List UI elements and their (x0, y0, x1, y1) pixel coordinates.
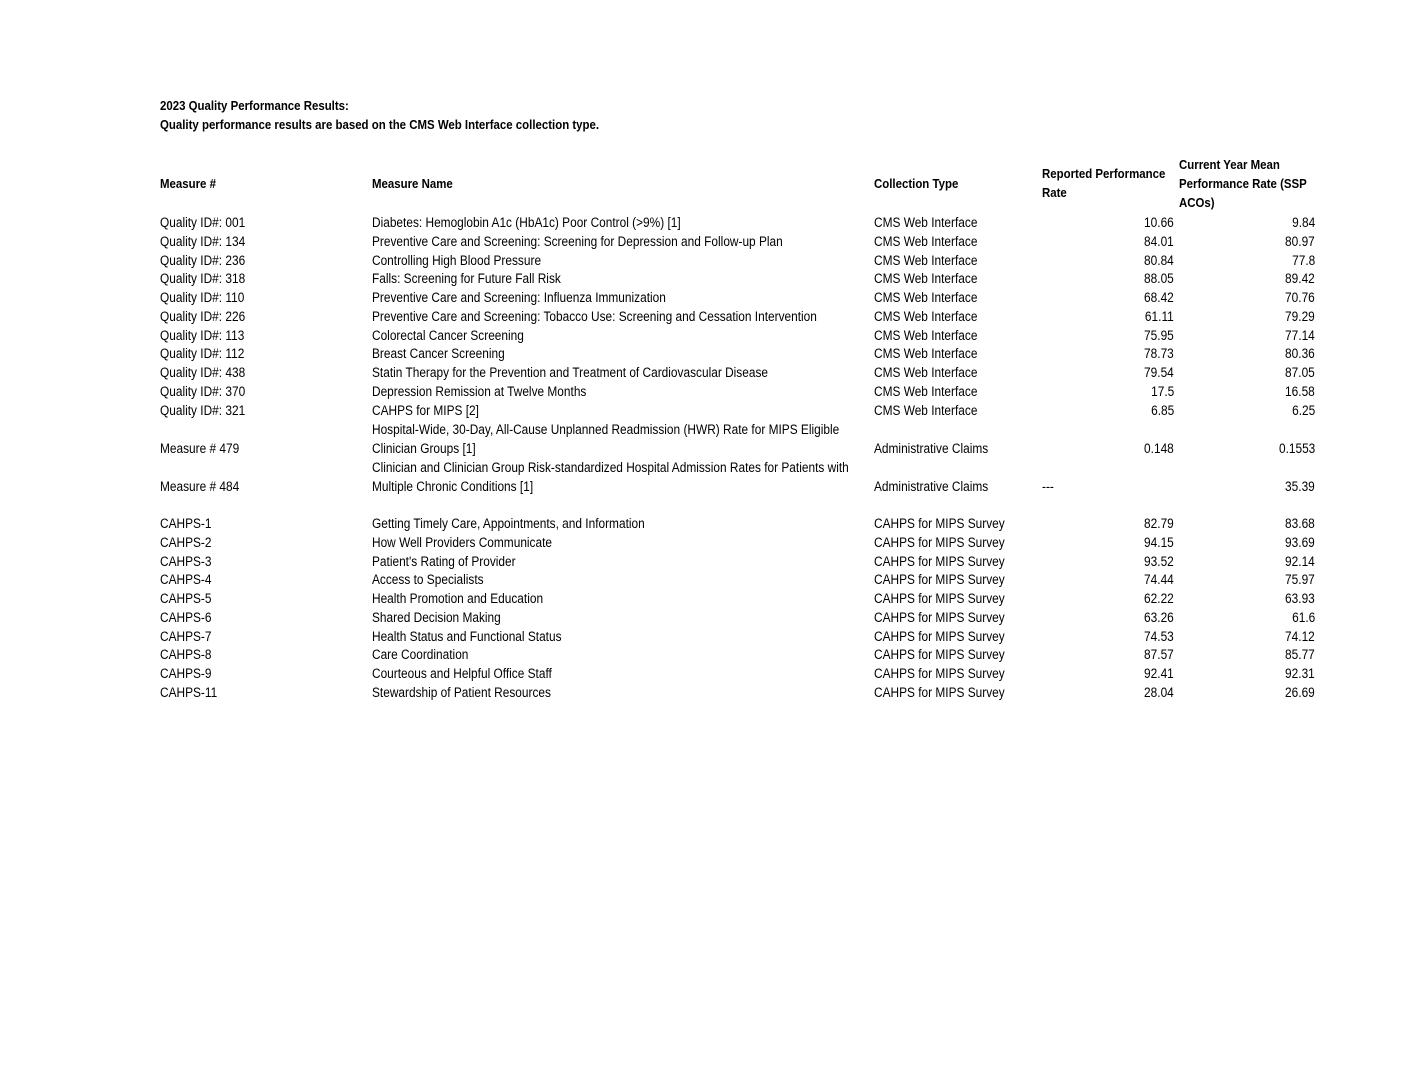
mean-rate: 74.12 (1285, 628, 1315, 644)
collection-type: CAHPS for MIPS Survey (874, 553, 1005, 569)
reported-rate: 93.52 (1144, 553, 1174, 569)
measure-name: Depression Remission at Twelve Months (372, 383, 587, 399)
mean-rate: 26.69 (1285, 685, 1315, 701)
mean-rate: 16.58 (1285, 383, 1315, 399)
mean-rate: 85.77 (1285, 647, 1315, 663)
measure-id: Quality ID#: 321 (160, 402, 246, 418)
collection-type: Administrative Claims (874, 479, 989, 494)
measure-name-line1: Clinician and Clinician Group Risk-standardized Hospital Admission Rates for Patients with (372, 460, 849, 475)
mean-rate: 75.97 (1285, 572, 1315, 588)
mean-rate: 93.69 (1285, 534, 1315, 550)
reported-rate: 10.66 (1144, 215, 1174, 230)
mean-rate: 87.05 (1285, 365, 1315, 380)
reported-rate: 78.73 (1144, 346, 1174, 362)
collection-type: CMS Web Interface (874, 271, 978, 287)
measure-name-line2: Clinician Groups [1] (372, 441, 476, 456)
collection-type: CMS Web Interface (874, 402, 978, 418)
reported-rate: 0.148 (1144, 441, 1174, 456)
measure-name: Patient's Rating of Provider (372, 553, 516, 569)
mean-rate: 70.76 (1285, 290, 1315, 305)
measure-id: CAHPS-3 (160, 553, 212, 569)
measure-id: Quality ID#: 110 (160, 290, 245, 305)
measure-name: Statin Therapy for the Prevention and Treatment of Cardiovascular Disease (372, 365, 768, 380)
collection-type: CMS Web Interface (874, 308, 978, 324)
measure-name: CAHPS for MIPS [2] (372, 402, 479, 418)
collection-type: CMS Web Interface (874, 327, 978, 343)
measure-name: Controlling High Blood Pressure (372, 252, 542, 268)
mean-rate: 77.14 (1285, 327, 1315, 343)
mean-rate: 92.31 (1285, 666, 1315, 682)
measure-name: Getting Timely Care, Appointments, and Information (372, 516, 645, 531)
mean-rate: 80.97 (1285, 233, 1315, 249)
measure-id: Quality ID#: 134 (160, 233, 246, 249)
reported-rate: 75.95 (1144, 327, 1174, 343)
measure-name: Stewardship of Patient Resources (372, 685, 551, 701)
reported-rate: 92.41 (1144, 666, 1174, 682)
measure-name: Breast Cancer Screening (372, 346, 505, 362)
collection-type: Administrative Claims (874, 441, 989, 456)
measure-id: CAHPS-9 (160, 666, 212, 682)
measure-id: Quality ID#: 112 (160, 346, 245, 362)
collection-type: CMS Web Interface (874, 383, 978, 399)
collection-type: CAHPS for MIPS Survey (874, 685, 1005, 701)
mean-rate: 61.6 (1291, 609, 1315, 625)
collection-type: CAHPS for MIPS Survey (874, 591, 1005, 607)
measure-id: Quality ID#: 236 (160, 252, 246, 268)
measure-id: Quality ID#: 318 (160, 271, 246, 287)
reported-rate: 61.11 (1145, 308, 1174, 324)
measure-name: Health Promotion and Education (372, 591, 544, 607)
measure-name: Care Coordination (372, 647, 469, 663)
measure-name-line2: Multiple Chronic Conditions [1] (372, 479, 534, 494)
measure-id: Measure # 479 (160, 441, 240, 456)
reported-rate: 94.15 (1144, 534, 1174, 550)
reported-rate: 87.57 (1144, 647, 1174, 663)
mean-rate: 77.8 (1291, 252, 1315, 268)
reported-rate: 17.5 (1150, 383, 1174, 399)
collection-type: CMS Web Interface (874, 233, 978, 249)
collection-type: CMS Web Interface (874, 252, 978, 268)
collection-type: CMS Web Interface (874, 290, 978, 305)
mean-rate: 35.39 (1285, 479, 1315, 494)
measure-name-line1: Hospital-Wide, 30-Day, All-Cause Unplanned Readmission (HWR) Rate for MIPS Eligible (372, 422, 840, 437)
measure-name: Preventive Care and Screening: Influenza Immunization (372, 290, 666, 305)
measure-id: Quality ID#: 370 (160, 383, 246, 399)
measure-id: Measure # 484 (160, 479, 240, 494)
mean-rate: 63.93 (1285, 591, 1315, 607)
reported-rate: 82.79 (1144, 516, 1174, 531)
reported-rate: 84.01 (1144, 233, 1174, 249)
header-measure-id: Measure # (160, 176, 216, 191)
measure-name: Preventive Care and Screening: Screening for Depression and Follow-up Plan (372, 233, 783, 249)
collection-type: CAHPS for MIPS Survey (874, 628, 1005, 644)
collection-type: CAHPS for MIPS Survey (874, 666, 1005, 682)
measure-id: Quality ID#: 438 (160, 365, 246, 380)
header-measure-name: Measure Name (372, 176, 453, 191)
mean-rate: 0.1553 (1278, 441, 1315, 456)
measure-id: Quality ID#: 001 (160, 215, 246, 230)
measure-id: CAHPS-5 (160, 591, 212, 607)
measure-name: Colorectal Cancer Screening (372, 327, 524, 343)
reported-rate: 74.44 (1144, 572, 1174, 588)
measure-id: CAHPS-8 (160, 647, 212, 663)
measure-name: Diabetes: Hemoglobin A1c (HbA1c) Poor Control (>9%) [1] (372, 215, 681, 230)
report-title: 2023 Quality Performance Results: (160, 98, 349, 113)
collection-type: CAHPS for MIPS Survey (874, 647, 1005, 663)
reported-rate: 28.04 (1144, 685, 1174, 701)
header-mean-rate: Current Year Mean Performance Rate (SSP ACOs) (1179, 157, 1307, 210)
reported-rate: 6.85 (1150, 402, 1174, 418)
reported-rate: 63.26 (1144, 609, 1174, 625)
measure-name: Access to Specialists (372, 572, 484, 588)
reported-rate: 74.53 (1144, 628, 1174, 644)
measure-id: CAHPS-11 (160, 685, 218, 701)
reported-rate: 68.42 (1144, 290, 1174, 305)
header-collection-type: Collection Type (874, 176, 959, 191)
measure-id: CAHPS-7 (160, 628, 212, 644)
collection-type: CAHPS for MIPS Survey (874, 572, 1005, 588)
report-subtitle: Quality performance results are based on the CMS Web Interface collection type. (160, 117, 600, 132)
measure-name: Falls: Screening for Future Fall Risk (372, 271, 561, 287)
measure-id: CAHPS-2 (160, 534, 212, 550)
mean-rate: 9.84 (1291, 215, 1315, 230)
collection-type: CAHPS for MIPS Survey (874, 516, 1005, 531)
measure-name: Health Status and Functional Status (372, 628, 562, 644)
collection-type: CAHPS for MIPS Survey (874, 609, 1005, 625)
measure-name: Courteous and Helpful Office Staff (372, 666, 552, 682)
reported-rate: 88.05 (1144, 271, 1174, 287)
mean-rate: 79.29 (1285, 308, 1315, 324)
header-reported-rate: Reported Performance Rate (1042, 166, 1166, 200)
reported-rate: --- (1042, 479, 1054, 494)
mean-rate: 80.36 (1285, 346, 1315, 362)
measure-name: Preventive Care and Screening: Tobacco Use: Screening and Cessation Intervention (372, 308, 817, 324)
measure-name: Shared Decision Making (372, 609, 501, 625)
mean-rate: 92.14 (1285, 553, 1315, 569)
mean-rate: 6.25 (1291, 402, 1315, 418)
reported-rate: 62.22 (1144, 591, 1174, 607)
reported-rate: 79.54 (1144, 365, 1174, 380)
measure-id: CAHPS-4 (160, 572, 212, 588)
measure-id: Quality ID#: 113 (160, 327, 245, 343)
collection-type: CAHPS for MIPS Survey (874, 534, 1005, 550)
measure-id: Quality ID#: 226 (160, 308, 246, 324)
measure-id: CAHPS-1 (160, 516, 212, 531)
reported-rate: 80.84 (1144, 252, 1174, 268)
mean-rate: 89.42 (1285, 271, 1315, 287)
measure-id: CAHPS-6 (160, 609, 212, 625)
mean-rate: 83.68 (1285, 516, 1315, 531)
collection-type: CMS Web Interface (874, 215, 978, 230)
collection-type: CMS Web Interface (874, 346, 978, 362)
measure-name: How Well Providers Communicate (372, 534, 553, 550)
collection-type: CMS Web Interface (874, 365, 978, 380)
